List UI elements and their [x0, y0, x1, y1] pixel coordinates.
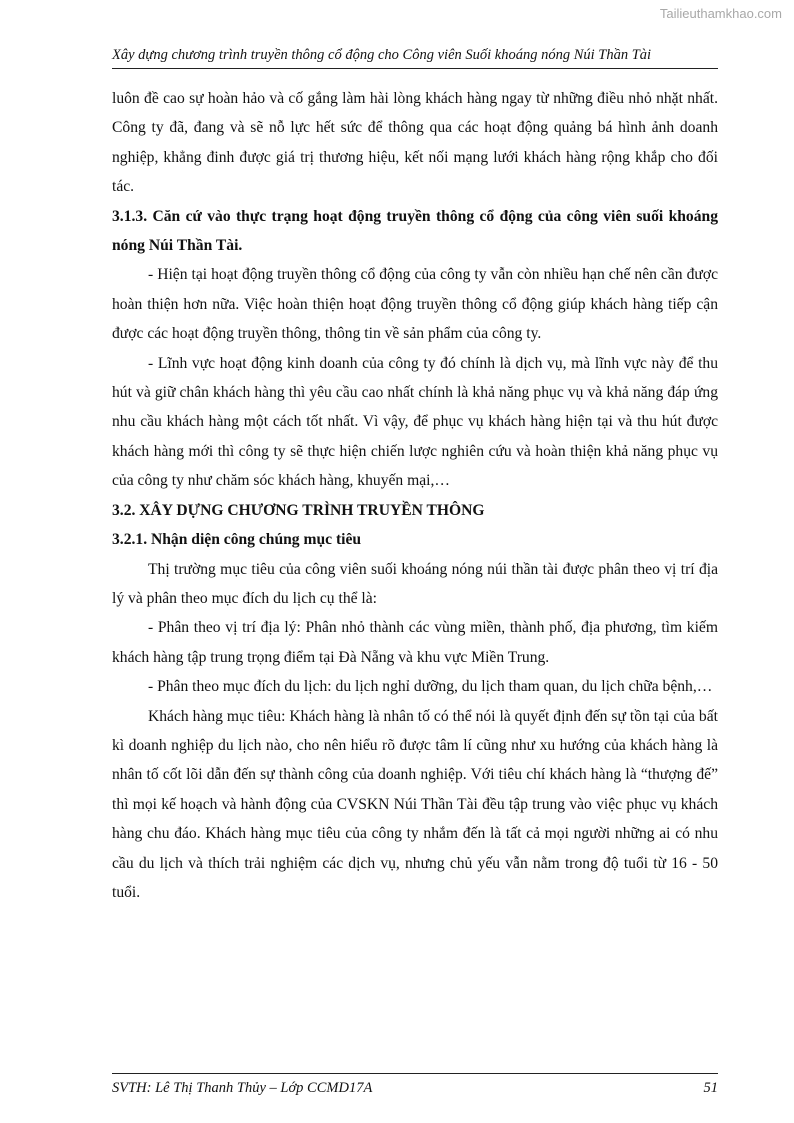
paragraph: - Phân theo mục đích du lịch: du lịch nghỉ dưỡng, du lịch tham quan, du lịch chữa bệnh,…	[148, 678, 713, 696]
page-body	[112, 84, 718, 907]
page-footer	[112, 1073, 718, 1097]
running-header: Xây dựng chương trình truyền thông cổ động cho Công viên Suối khoáng nóng Núi Thần Tài	[112, 47, 718, 69]
paragraph: - Hiện tại hoạt động truyền thông cổ động của công ty vẫn còn nhiều hạn chế nên cần được hoàn thiện hơn nữa. Việc hoàn thiện hoạt động truyền thông cổ động giúp khách hàng tiếp cận được các hoạt động truyền thông, thông tin về sản phẩm của công ty.	[112, 266, 718, 343]
paragraph: - Lĩnh vực hoạt động kinh doanh của công ty đó chính là dịch vụ, mà lĩnh vực này để thu hút và giữ chân khách hàng thì yêu cầu cao nhất chính là khả năng phục vụ và khả năng đáp ứng nhu cầu khách hàng một cách tốt nhất. Vì vậy, để phục vụ khách hàng hiện tại và thu hút được khách hàng mới thì công ty sẽ thực hiện chiến lược nghiên cứu và hoàn thiện khả năng phục vụ của công ty như chăm sóc khách hàng, khuyến mại,…	[112, 354, 718, 490]
watermark: Tailieuthamkhao.com	[659, 6, 782, 21]
footer-author: SVTH: Lê Thị Thanh Thủy – Lớp CCMD17A	[112, 1080, 373, 1096]
section-heading-3-2: 3.2. XÂY DỰNG CHƯƠNG TRÌNH TRUYỀN THÔNG	[112, 501, 485, 519]
paragraph: luôn đề cao sự hoàn hảo và cố gắng làm hài lòng khách hàng ngay từ những điều nhỏ nhặt nhất. Công ty đã, đang và sẽ nỗ lực hết sức để thông qua các hoạt động quảng bá hình ảnh doanh nghiệp, khẳng đinh được giá trị thương hiệu, kết nối mạng lưới khách hàng rộng khắp cho đối tác.	[112, 90, 718, 196]
section-heading-3-1-3: 3.1.3. Căn cứ vào thực trạng hoạt động truyền thông cổ động của công viên suối khoáng nóng Núi Thần Tài.	[112, 207, 718, 255]
paragraph: Khách hàng mục tiêu: Khách hàng là nhân tố có thể nói là quyết định đến sự tồn tại của bất kì doanh nghiệp du lịch nào, cho nên hiểu rõ được tâm lí cũng như xu hướng của khách hàng là nhân tố cốt lõi dẫn đến sự thành công của doanh nghiệp. Với tiêu chí khách hàng là “thượng đế” thì mọi kế hoạch và hành động của CVSKN Núi Thần Tài đều tập trung vào việc phục vụ khách hàng chu đáo. Khách hàng mục tiêu của công ty nhắm đến là tất cả mọi người những ai có nhu cầu du lịch và thích trải nghiệm các dịch vụ, nhưng chủ yếu vẫn nằm trong độ tuổi từ 16 - 50 tuổi.	[112, 707, 718, 901]
paragraph: Thị trường mục tiêu của công viên suối khoáng nóng núi thần tài được phân theo vị trí địa lý và phân theo mục đích du lịch cụ thể là:	[112, 560, 718, 607]
paragraph: - Phân theo vị trí địa lý: Phân nhỏ thành các vùng miền, thành phố, địa phương, tìm kiếm khách hàng tập trung trọng điểm tại Đà Nẵng và khu vực Miền Trung.	[112, 619, 718, 666]
page-number: 51	[703, 1080, 718, 1096]
section-heading-3-2-1: 3.2.1. Nhận diện công chúng mục tiêu	[112, 531, 362, 549]
